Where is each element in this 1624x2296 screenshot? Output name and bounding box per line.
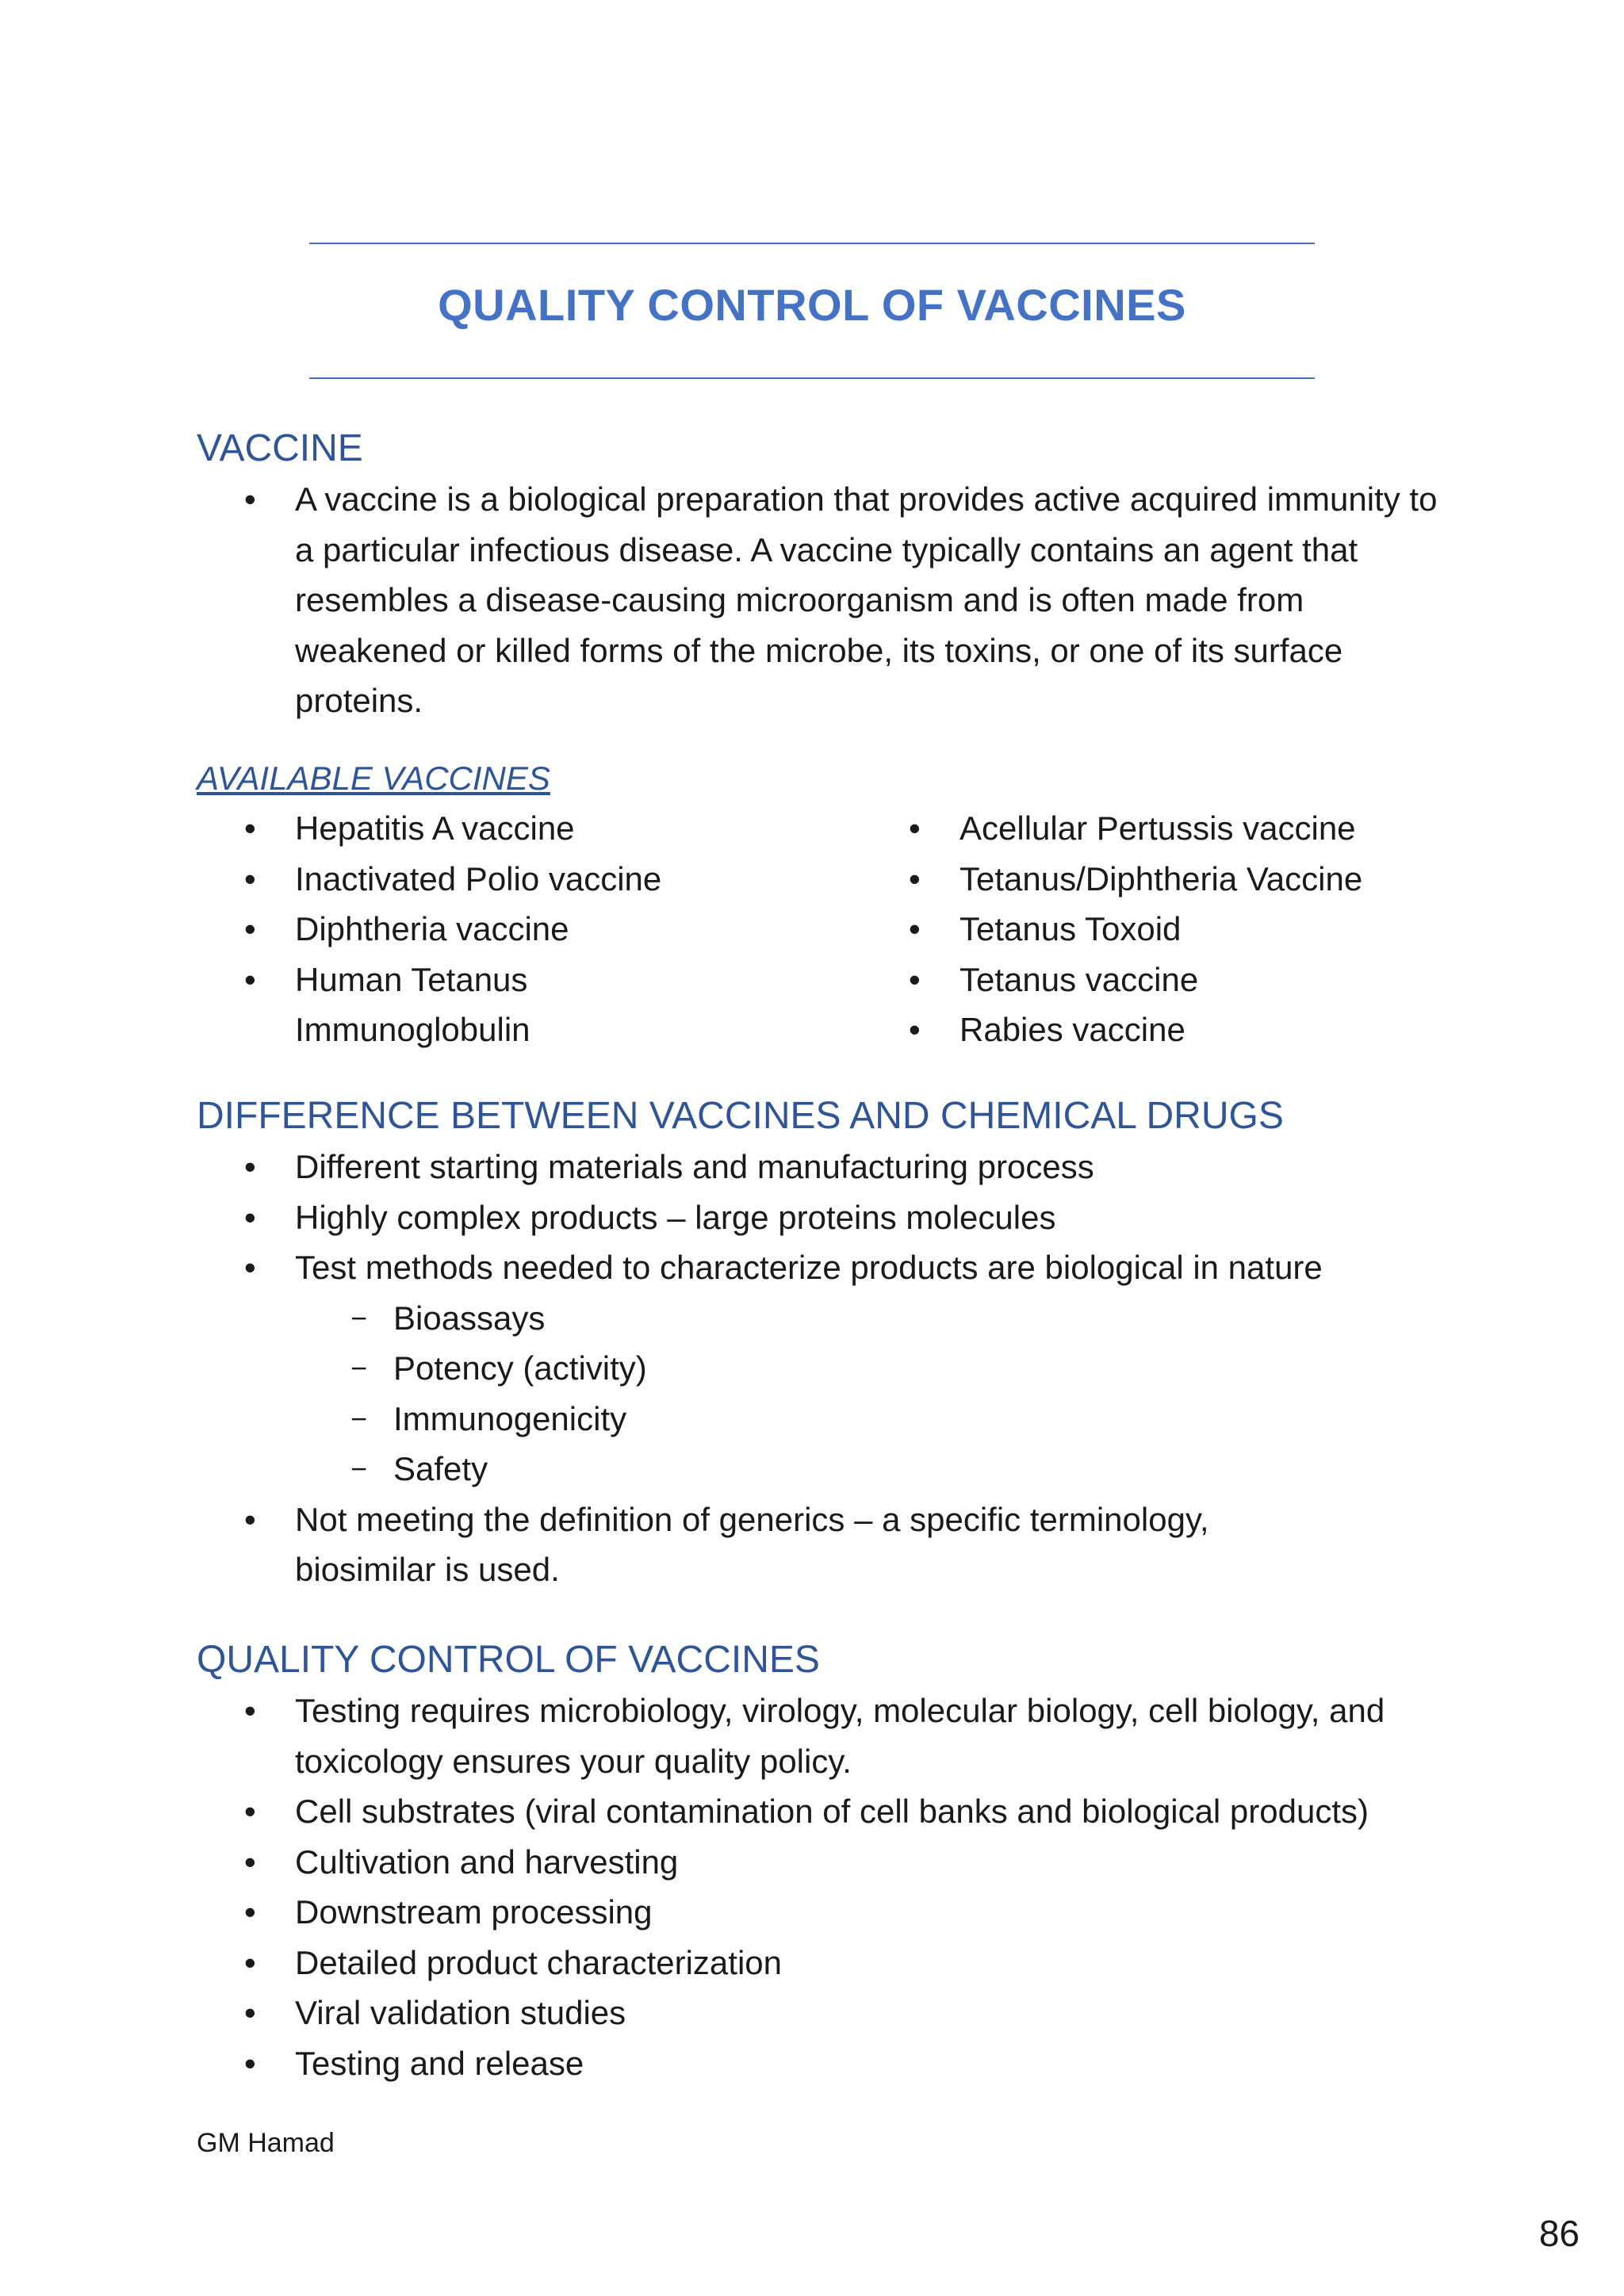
title-block [309, 243, 1315, 379]
list-item: • Downstream processing [197, 1887, 1450, 1938]
section-heading-vaccine: VACCINE [197, 427, 363, 469]
list-item: • Tetanus vaccine [861, 955, 1450, 1005]
list-item: • Highly complex products – large proteins molecules [197, 1192, 1450, 1243]
available-vaccines-left-column [197, 803, 861, 1055]
list-item: • Testing and release [197, 2038, 1450, 2089]
difference-sub-list [295, 1293, 1450, 1494]
section-quality-control [197, 1636, 1450, 2088]
section-heading-quality-control: QUALITY CONTROL OF VACCINES [197, 1639, 820, 1681]
section-difference [197, 1093, 1450, 1595]
list-item: • Viral validation studies [197, 1988, 1450, 2038]
section-heading-available-vaccines: AVAILABLE VACCINES [197, 760, 550, 797]
difference-bullet-list [197, 1142, 1450, 1293]
list-item: • Test methods needed to characterize products are biological in nature [197, 1242, 1450, 1293]
footer-author: GM Hamad [197, 2128, 335, 2158]
list-item: • Hepatitis A vaccine [197, 803, 861, 854]
list-item: • Different starting materials and manufacturing process [197, 1142, 1450, 1192]
list-item: • Diphtheria vaccine [197, 904, 861, 955]
list-item: • Testing requires microbiology, virology, molecular biology, cell biology, and toxicology ensures your quality policy. [197, 1686, 1405, 1786]
list-item: − Immunogenicity [295, 1394, 1450, 1445]
list-item: − Bioassays [295, 1293, 1450, 1344]
quality-control-bullet-list [197, 1686, 1450, 2088]
vaccine-bullet-list [197, 474, 1442, 726]
page-number: 86 [1538, 2213, 1580, 2254]
list-item: • Acellular Pertussis vaccine [861, 803, 1450, 854]
available-vaccines-right-column [861, 803, 1450, 1055]
section-available-vaccines [197, 755, 1450, 1055]
list-item: • Rabies vaccine [861, 1004, 1450, 1055]
list-item: • Inactivated Polio vaccine [197, 854, 861, 905]
page-title: QUALITY CONTROL OF VACCINES [438, 280, 1186, 330]
list-item: • A vaccine is a biological preparation that provides active acquired immunity to a particular infectious disease. A vaccine typically contains an agent that resembles a disease-causing microorganism and is often made from weakened or killed forms of the microbe, its toxins, or one of its surface proteins. [197, 474, 1442, 726]
list-item: • Detailed product characterization [197, 1938, 1450, 1988]
available-vaccines-left-list [197, 803, 861, 1055]
list-item: • Not meeting the definition of generics – a specific terminology, biosimilar is used. [197, 1494, 1326, 1595]
list-item: • Cultivation and harvesting [197, 1837, 1450, 1888]
list-item: • Cell substrates (viral contamination of cell banks and biological products) [197, 1786, 1450, 1837]
list-item: − Safety [295, 1444, 1450, 1494]
list-item: • Tetanus Toxoid [861, 904, 1450, 955]
section-heading-difference: DIFFERENCE BETWEEN VACCINES AND CHEMICAL DRUGS [197, 1095, 1284, 1137]
available-vaccines-columns [197, 803, 1450, 1055]
list-item: − Potency (activity) [295, 1343, 1450, 1394]
section-vaccine [197, 425, 1450, 726]
difference-last-bullet-list [197, 1494, 1450, 1595]
available-vaccines-right-list [861, 803, 1450, 1055]
list-item: • Tetanus/Diphtheria Vaccine [861, 854, 1450, 905]
list-item: • Human Tetanus Immunoglobulin [197, 955, 628, 1055]
